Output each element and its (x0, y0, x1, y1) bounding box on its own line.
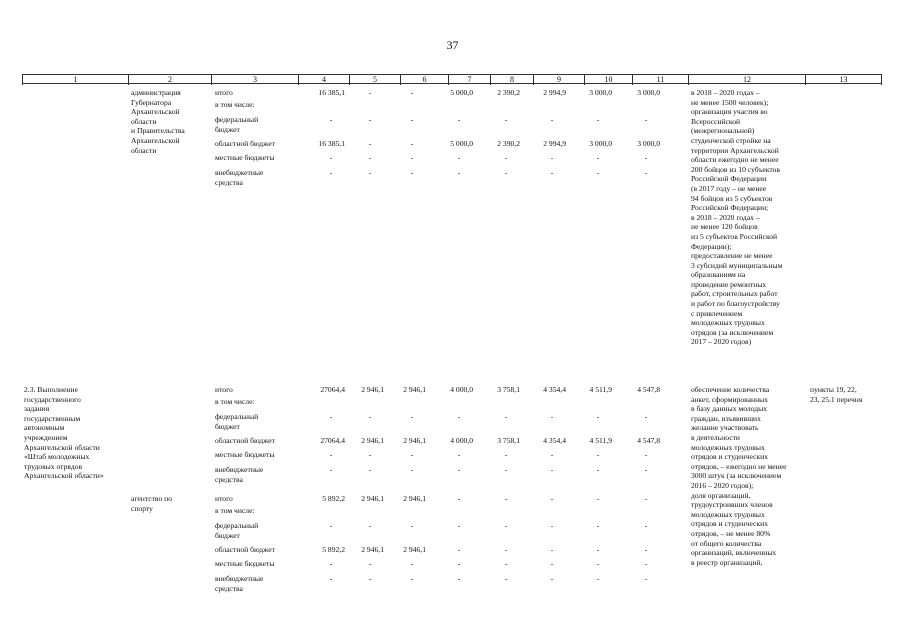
value-cell: 2 390,2 (497, 88, 520, 97)
value-cell: - (596, 412, 600, 421)
section-2-3-title: 2.3. Выполнение государственного задания государственным автономным учреждением Архангельской области «Штаб молодежных трудовых отрядов Архангельской области» (24, 385, 104, 481)
value-cell: 2 946,1 (361, 436, 384, 445)
value-cell: 16 385,1 (318, 88, 345, 97)
value-cell: - (504, 574, 508, 583)
value-cell: 16 385,1 (318, 139, 345, 148)
value-cell: 4 000,0 (450, 385, 473, 394)
row-label: областной бюджет (215, 139, 275, 148)
value-cell: - (410, 139, 414, 148)
value-cell: 2 946,1 (403, 436, 426, 445)
value-cell: - (504, 168, 508, 177)
value-cell: - (644, 153, 648, 162)
row-label: внебюджетные средства (215, 465, 264, 484)
value-cell: - (550, 574, 554, 583)
value-cell: - (596, 545, 600, 554)
value-cell: - (410, 153, 414, 162)
value-cell: - (504, 450, 508, 459)
value-cell: - (329, 115, 333, 124)
value-cell: - (457, 412, 461, 421)
value-cell: - (457, 450, 461, 459)
value-cell: 5 892,2 (322, 545, 345, 554)
value-cell: - (644, 412, 648, 421)
value-cell: 3 000,0 (637, 139, 660, 148)
value-cell: 4 511,9 (589, 436, 612, 445)
row-label: в том числе: (215, 100, 255, 109)
value-cell: - (596, 153, 600, 162)
header-cell-1: 1 (22, 74, 128, 85)
value-cell: 3 000,0 (589, 139, 612, 148)
page-number: 37 (446, 38, 459, 52)
header-cell-6: 6 (400, 74, 448, 85)
value-cell: - (457, 153, 461, 162)
value-cell: - (368, 465, 372, 474)
value-cell: 4 354,4 (543, 385, 566, 394)
row-label: федеральный бюджет (215, 521, 259, 540)
value-cell: 2 946,1 (403, 545, 426, 554)
row-label: местные бюджеты (215, 153, 275, 162)
row-label: в том числе: (215, 397, 255, 406)
value-cell: - (457, 168, 461, 177)
value-cell: - (329, 153, 333, 162)
value-cell: 4 511,9 (589, 385, 612, 394)
value-cell: 2 946,1 (403, 494, 426, 503)
value-cell: - (550, 153, 554, 162)
value-cell: - (410, 412, 414, 421)
value-cell: - (596, 559, 600, 568)
value-cell: - (504, 559, 508, 568)
value-cell: - (329, 574, 333, 583)
value-cell: - (368, 88, 372, 97)
executor-sport-agency: агентство по спорту (131, 494, 173, 513)
header-cell-3: 3 (211, 74, 298, 85)
value-cell: - (368, 153, 372, 162)
value-cell: - (596, 465, 600, 474)
row-label: местные бюджеты (215, 450, 275, 459)
value-cell: - (329, 465, 333, 474)
value-cell: - (457, 465, 461, 474)
value-cell: - (457, 494, 461, 503)
value-cell: - (504, 153, 508, 162)
value-cell: - (329, 521, 333, 530)
value-cell: 4 547,8 (637, 385, 660, 394)
value-cell: - (457, 574, 461, 583)
value-cell: - (368, 574, 372, 583)
value-cell: 4 000,0 (450, 436, 473, 445)
row-label: областной бюджет (215, 545, 275, 554)
value-cell: - (457, 559, 461, 568)
value-cell: 2 994,9 (543, 139, 566, 148)
value-cell: 2 946,1 (403, 385, 426, 394)
value-cell: - (550, 412, 554, 421)
value-cell: - (644, 168, 648, 177)
value-cell: 2 946,1 (361, 545, 384, 554)
value-cell: - (550, 465, 554, 474)
value-cell: - (596, 450, 600, 459)
value-cell: - (644, 545, 648, 554)
value-cell: 3 000,0 (637, 88, 660, 97)
value-cell: - (644, 450, 648, 459)
row-label: федеральный бюджет (215, 412, 259, 431)
value-cell: - (596, 494, 600, 503)
value-cell: - (410, 450, 414, 459)
value-cell: - (504, 521, 508, 530)
value-cell: 27064,4 (320, 436, 345, 445)
result-text-2: обеспечение количества анкет, сформированных в базу данных молодых граждан, изъявивших желание участвовать в деятельности молодежных трудовых отрядов и студенческих отрядов, – ежегодно не менее 3000 штук (за исключением 2016 – 2020 годов); доля организаций, трудоустроивших членов молодежных трудовых отрядов и студенческих отрядов, – не менее 80% от общего количества организаций, включенных в реестр организаций, (691, 385, 787, 567)
value-cell: - (410, 465, 414, 474)
value-cell: 3 758,1 (497, 385, 520, 394)
row-label: итого (215, 494, 233, 503)
value-cell: - (368, 559, 372, 568)
value-cell: - (596, 574, 600, 583)
value-cell: - (410, 559, 414, 568)
value-cell: - (504, 115, 508, 124)
header-cell-5: 5 (349, 74, 400, 85)
value-cell: - (410, 574, 414, 583)
value-cell: - (504, 465, 508, 474)
header-cell-10: 10 (584, 74, 632, 85)
value-cell: - (550, 521, 554, 530)
value-cell: 2 390,2 (497, 139, 520, 148)
row-label: федеральный бюджет (215, 115, 259, 134)
value-cell: - (550, 494, 554, 503)
value-cell: - (550, 450, 554, 459)
value-cell: - (550, 559, 554, 568)
row-label: областной бюджет (215, 436, 275, 445)
value-cell: 4 547,8 (637, 436, 660, 445)
value-cell: 4 354,4 (543, 436, 566, 445)
value-cell: - (644, 574, 648, 583)
header-cell-9: 9 (533, 74, 584, 85)
value-cell: - (644, 465, 648, 474)
value-cell: - (596, 521, 600, 530)
value-cell: - (368, 521, 372, 530)
value-cell: - (596, 168, 600, 177)
header-cell-13: 13 (805, 74, 882, 85)
value-cell: - (550, 168, 554, 177)
value-cell: - (410, 521, 414, 530)
value-cell: - (368, 450, 372, 459)
value-cell: - (329, 168, 333, 177)
row-label: внебюджетные средства (215, 574, 264, 593)
value-cell: - (644, 521, 648, 530)
value-cell: - (644, 494, 648, 503)
note-references: пункты 19, 22, 23, 25.1 перечня (810, 385, 863, 404)
value-cell: - (504, 545, 508, 554)
header-cell-12: 12 (688, 74, 805, 85)
value-cell: - (550, 545, 554, 554)
value-cell: 5 000,0 (450, 139, 473, 148)
value-cell: - (644, 559, 648, 568)
header-cell-4: 4 (298, 74, 349, 85)
value-cell: 5 000,0 (450, 88, 473, 97)
value-cell: - (457, 545, 461, 554)
value-cell: 2 994,9 (543, 88, 566, 97)
value-cell: - (368, 139, 372, 148)
value-cell: - (329, 559, 333, 568)
value-cell: - (410, 88, 414, 97)
value-cell: 27064,4 (320, 385, 345, 394)
row-label: итого (215, 88, 233, 97)
value-cell: - (410, 168, 414, 177)
value-cell: - (596, 115, 600, 124)
header-cell-7: 7 (448, 74, 490, 85)
value-cell: - (368, 115, 372, 124)
value-cell: - (457, 115, 461, 124)
value-cell: - (368, 168, 372, 177)
value-cell: - (329, 450, 333, 459)
header-cell-8: 8 (490, 74, 533, 85)
executor-administration: администрация Губернатора Архангельской области и Правительства Архангельской области (131, 88, 185, 155)
value-cell: 2 946,1 (361, 494, 384, 503)
result-text-1: в 2018 – 2020 годах – не менее 1500 человек); организация участия во Всероссийской (межрегиональной) студенческой стройке на территории Архангельской области ежегодно не менее 200 бойцов из 10 субъектов Российской Федерации (в 2017 году – не менее 94 бойцов из 5 субъектов Российской Федерации; в 2018 – 2020 годах – не менее 120 бойцов из 5 субъектов Российской Федерации); предоставление не менее 3 субсидий муниципальным образованиям на проведение ремонтных работ, строительных работ и работ по благоустройству с привлечением молодежных трудовых отрядов (за исключением 2017 – 2020 годов) (691, 88, 783, 347)
value-cell: - (550, 115, 554, 124)
value-cell: - (504, 412, 508, 421)
header-cell-11: 11 (632, 74, 688, 85)
value-cell: 3 000,0 (589, 88, 612, 97)
row-label: внебюджетные средства (215, 168, 264, 187)
header-cell-2: 2 (128, 74, 211, 85)
value-cell: - (329, 412, 333, 421)
value-cell: - (368, 412, 372, 421)
row-label: местные бюджеты (215, 559, 275, 568)
value-cell: 5 892,2 (322, 494, 345, 503)
value-cell: 3 758,1 (497, 436, 520, 445)
value-cell: - (457, 521, 461, 530)
row-label: в том числе: (215, 506, 255, 515)
row-label: итого (215, 385, 233, 394)
value-cell: 2 946,1 (361, 385, 384, 394)
value-cell: - (410, 115, 414, 124)
value-cell: - (504, 494, 508, 503)
value-cell: - (644, 115, 648, 124)
